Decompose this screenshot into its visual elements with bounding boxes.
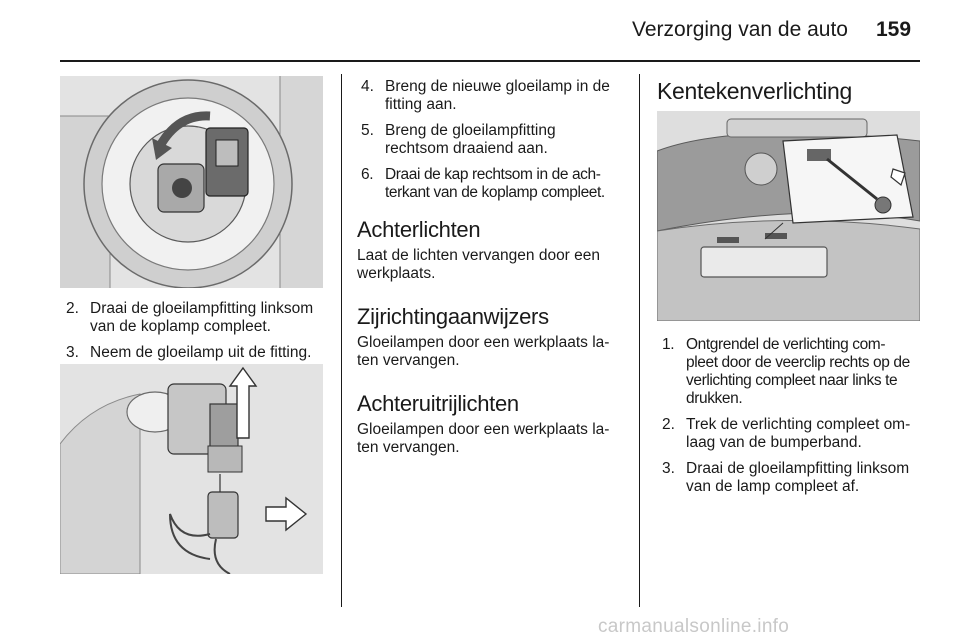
step-line: Ontgrendel de verlichting com- [686,336,886,353]
body-line: ten vervangen. [357,439,460,456]
left-steps-list [66,300,330,370]
bulb-removal-illustration [60,364,323,574]
step-line: verlichting compleet naar links te [686,372,898,389]
step-number: 3. [662,460,675,477]
step-item [66,300,330,336]
step-line: Breng de gloeilampfitting [385,122,556,139]
step-line: Draai de gloeilampfitting linksom [90,300,314,317]
step-number: 6. [361,166,374,183]
step-number: 5. [361,122,374,139]
step-line: fitting aan. [385,96,457,113]
step-item [662,336,924,408]
step-line: Trek de verlichting compleet om- [686,416,911,433]
column-divider-left [341,74,342,607]
step-line: Neem de gloeilamp uit de fitting. [90,344,312,361]
step-item [66,344,330,362]
column-divider-right [639,74,640,607]
headlamp-bulb-socket-illustration [60,76,323,288]
middle-steps-list [361,78,623,210]
step-line: terkant van de koplamp compleet. [385,184,605,201]
step-item [361,78,623,114]
step-item [361,166,623,202]
step-item [361,122,623,158]
right-steps-list [662,336,924,504]
step-line: Breng de nieuwe gloeilamp in de [385,78,610,95]
body-line: Laat de lichten vervangen door een [357,247,601,264]
header-rule [60,60,920,62]
section-heading-achteruitrijlichten: Achteruitrijlichten [357,391,519,416]
step-number: 2. [662,416,675,433]
step-item [662,416,924,452]
step-number: 3. [66,344,79,361]
step-line: van de koplamp compleet. [90,318,271,335]
licence-plate-light-illustration [657,111,920,321]
running-header-title: Verzorging van de auto [632,18,848,41]
section-heading-kentekenverlichting: Kentekenverlichting [657,78,853,104]
body-line: Gloeilampen door een werkplaats la- [357,421,610,438]
body-line: ten vervangen. [357,352,460,369]
section-body-zijrichtingaanwijzers [357,334,619,370]
step-number: 1. [662,336,675,353]
step-line: Draai de gloeilampfitting linksom [686,460,910,477]
section-body-achterlichten [357,247,619,283]
step-number: 2. [66,300,79,317]
step-item [662,460,924,496]
step-line: rechtsom draaiend aan. [385,140,548,157]
step-line: drukken. [686,390,743,407]
step-number: 4. [361,78,374,95]
step-line: van de lamp compleet af. [686,478,860,495]
step-line: Draai de kap rechtsom in de ach- [385,166,601,183]
section-heading-zijrichtingaanwijzers: Zijrichtingaanwijzers [357,304,549,329]
step-line: pleet door de veerclip rechts op de [686,354,910,371]
page-number: 159 [876,18,912,41]
body-line: Gloeilampen door een werkplaats la- [357,334,610,351]
section-body-achteruitrijlichten [357,421,619,457]
section-heading-achterlichten: Achterlichten [357,217,481,242]
step-line: laag van de bumperband. [686,434,862,451]
body-line: werkplaats. [357,265,436,282]
watermark: carmanualsonline.info [598,616,790,637]
